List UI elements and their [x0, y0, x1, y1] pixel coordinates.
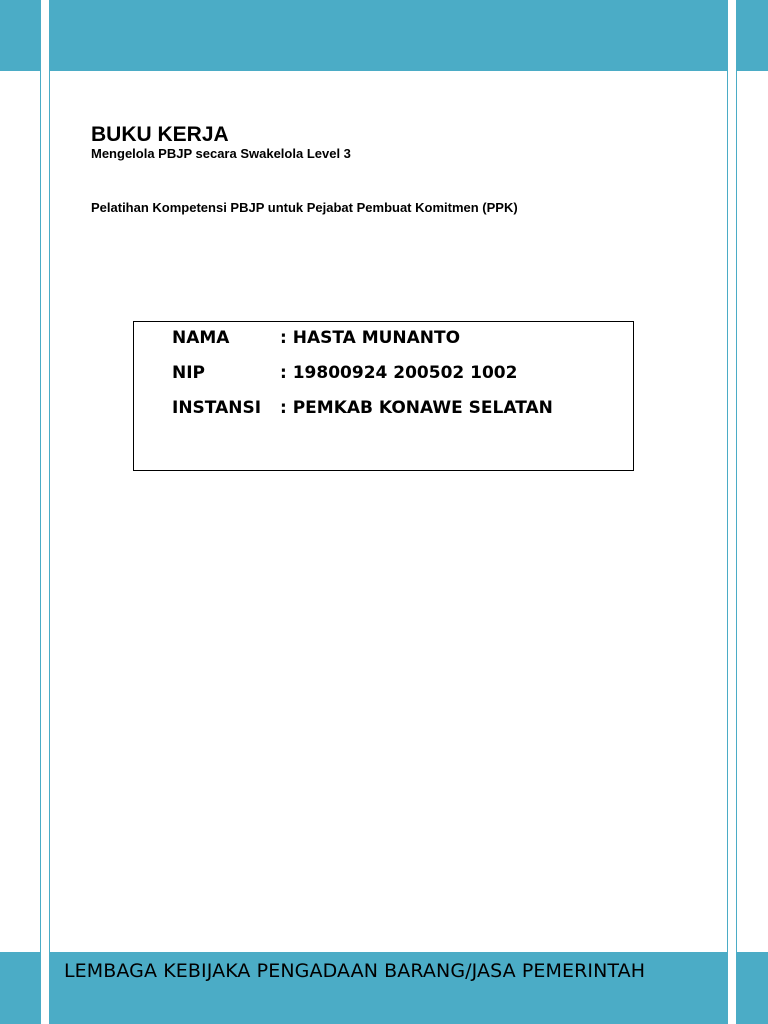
instansi-value: : PEMKAB KONAWE SELATAN [280, 398, 553, 418]
right-border-line-1 [727, 0, 728, 1024]
instansi-label: INSTANSI [172, 398, 262, 418]
top-left-bar [0, 0, 40, 71]
left-border-line-2 [49, 0, 50, 1024]
footer-institution: LEMBAGA KEBIJAKA PENGADAAN BARANG/JASA PEMERINTAH [64, 960, 646, 982]
left-border-line-1 [40, 0, 41, 1024]
document-subtitle: Mengelola PBJP secara Swakelola Level 3 [91, 146, 351, 161]
top-banner [50, 0, 727, 71]
nama-value: : HASTA MUNANTO [280, 328, 461, 348]
identity-box [133, 321, 634, 471]
training-title: Pelatihan Kompetensi PBJP untuk Pejabat Pembuat Komitmen (PPK) [91, 200, 518, 215]
top-right-bar [737, 0, 768, 71]
nip-label: NIP [172, 363, 206, 383]
nip-value: : 19800924 200502 1002 [280, 363, 518, 383]
document-title: BUKU KERJA [91, 123, 229, 146]
bottom-right-bar [737, 952, 768, 1024]
right-border-line-2 [736, 0, 737, 1024]
bottom-left-bar [0, 952, 40, 1024]
nama-label: NAMA [172, 328, 230, 348]
